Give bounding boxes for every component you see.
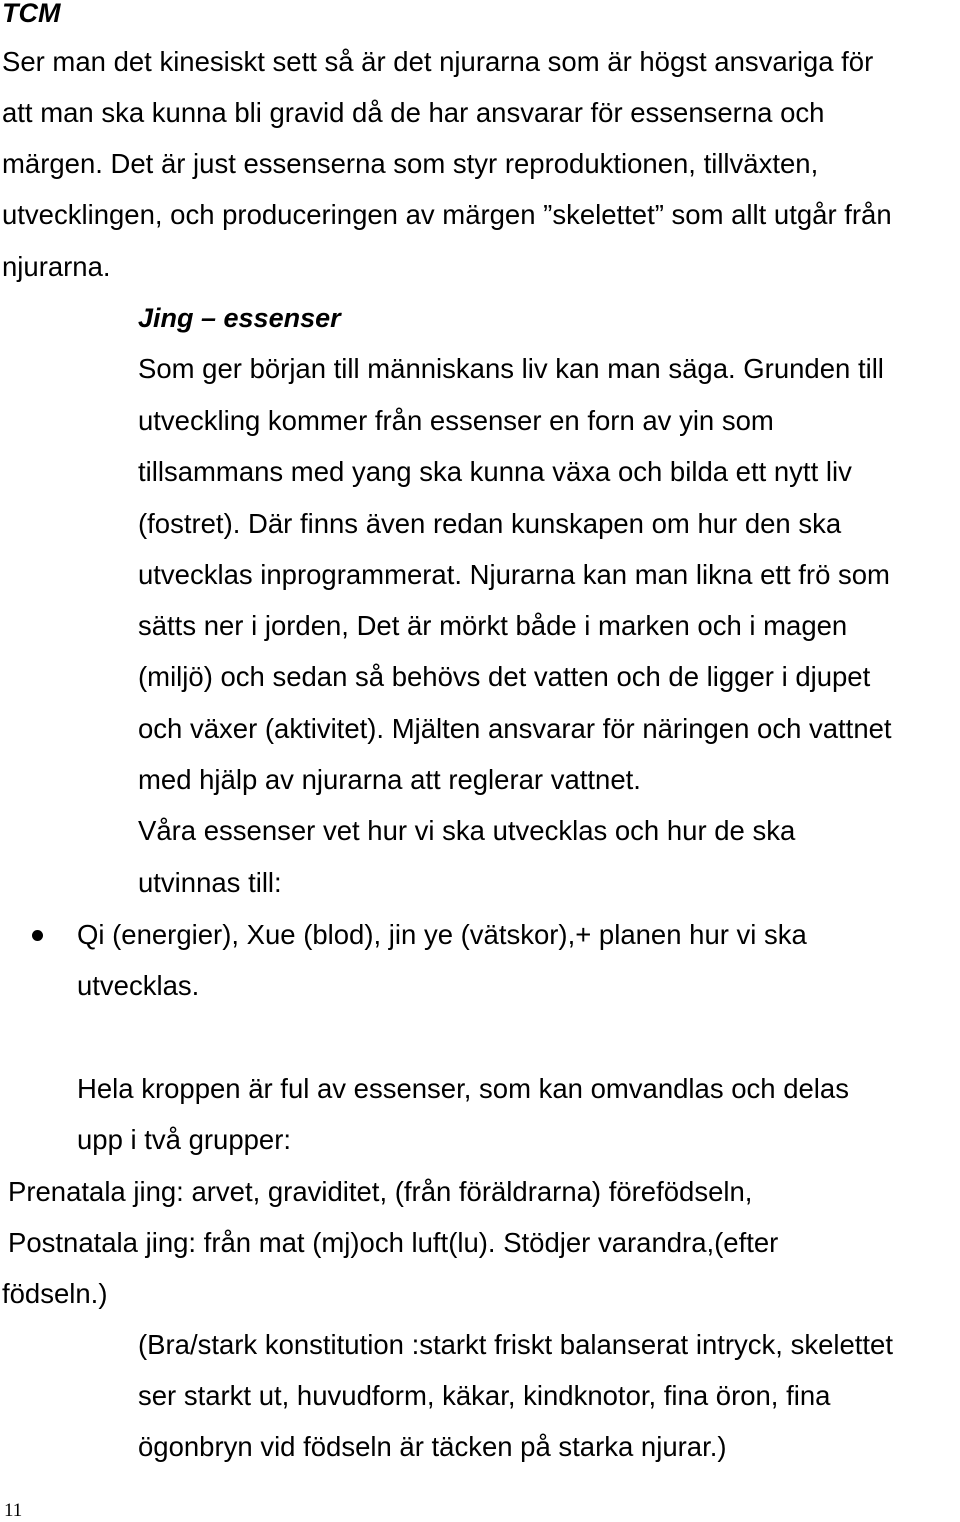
jing-type-line: Prenatala jing: arvet, graviditet, (från föräldrarna) förefödseln,: [8, 1176, 753, 1207]
jing-line: och växer (aktivitet). Mjälten ansvarar för näringen och vattnet: [138, 713, 892, 744]
bullet-item-line: utvecklas.: [77, 970, 200, 1001]
jing-line: tillsammans med yang ska kunna växa och bilda ett nytt liv: [138, 456, 852, 487]
constitution-line: ser starkt ut, huvudform, käkar, kindknotor, fina öron, fina: [138, 1380, 831, 1411]
jing-line: utvinnas till:: [138, 867, 282, 898]
jing-line: med hjälp av njurarna att reglerar vattnet.: [138, 764, 641, 795]
bullet-point-icon: [32, 930, 43, 941]
jing-type-line: födseln.): [2, 1278, 108, 1309]
constitution-line: ögonbryn vid födseln är täcken på starka njurar.): [138, 1431, 727, 1462]
intro-line: njurarna.: [2, 251, 111, 282]
document-title: TCM: [2, 0, 61, 28]
constitution-line: (Bra/stark konstitution :starkt friskt balanserat intryck, skelettet: [138, 1329, 893, 1360]
body-line: upp i två grupper:: [77, 1124, 292, 1155]
jing-line: utvecklas inprogrammerat. Njurarna kan man likna ett frö som: [138, 559, 890, 590]
bullet-item-line: Qi (energier), Xue (blod), jin ye (vätskor),+ planen hur vi ska: [77, 919, 807, 950]
intro-line: Ser man det kinesiskt sett så är det njurarna som är högst ansvariga för: [2, 46, 874, 77]
jing-line: (miljö) och sedan så behövs det vatten och de ligger i djupet: [138, 661, 871, 692]
jing-line: (fostret). Där finns även redan kunskapen om hur den ska: [138, 508, 842, 539]
page-number: 11: [4, 1500, 23, 1521]
intro-line: utvecklingen, och produceringen av märgen ”skelettet” som allt utgår från: [2, 199, 892, 230]
intro-line: att man ska kunna bli gravid då de har ansvarar för essenserna och: [2, 97, 825, 128]
jing-line: sätts ner i jorden, Det är mörkt både i marken och i magen: [138, 610, 848, 641]
jing-line: utveckling kommer från essenser en forn av yin som: [138, 405, 774, 436]
section-subheading: Jing – essenser: [138, 303, 341, 333]
jing-line: Våra essenser vet hur vi ska utvecklas och hur de ska: [138, 815, 796, 846]
intro-line: märgen. Det är just essenserna som styr reproduktionen, tillväxten,: [2, 148, 819, 179]
jing-line: Som ger början till människans liv kan man säga. Grunden till: [138, 353, 884, 384]
jing-type-line: Postnatala jing: från mat (mj)och luft(lu). Stödjer varandra,(efter: [8, 1227, 779, 1258]
body-line: Hela kroppen är ful av essenser, som kan omvandlas och delas: [77, 1073, 849, 1104]
